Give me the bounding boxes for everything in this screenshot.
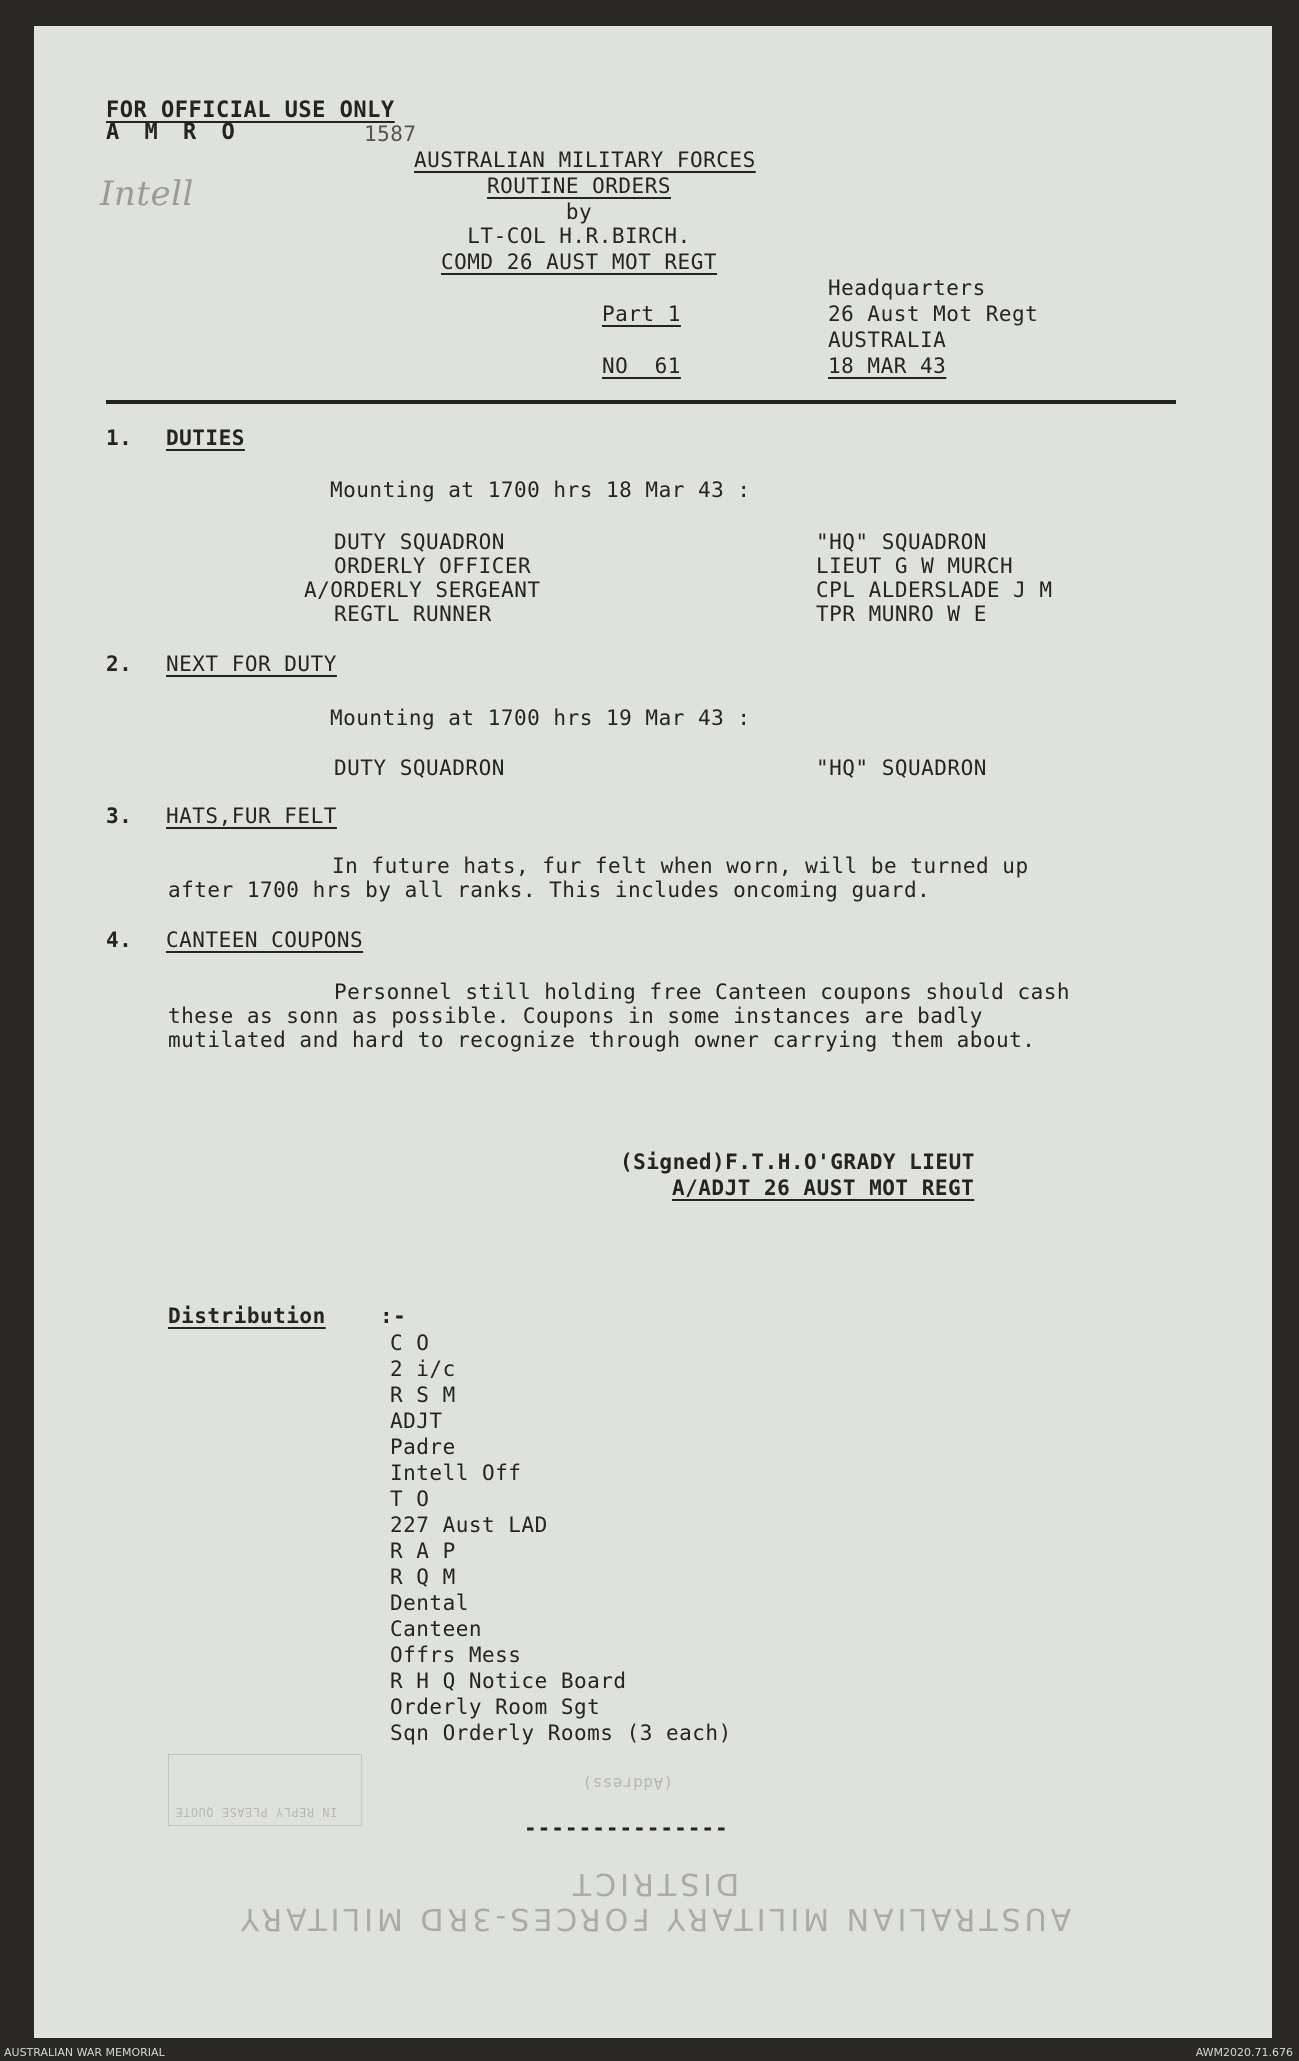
footer-right: AWM2020.71.676: [1195, 2046, 1293, 2059]
section-3-line-1: In future hats, fur felt when worn, will be turned up: [332, 854, 1029, 878]
duty-role-1: DUTY SQUADRON: [334, 530, 505, 554]
section-2-title: NEXT FOR DUTY: [166, 652, 337, 676]
issue-date: 18 MAR 43: [828, 354, 947, 378]
show-through-box: [168, 1754, 362, 1826]
list-item: Offrs Mess: [390, 1643, 522, 1667]
document-page: [34, 26, 1272, 2038]
list-item: 227 Aust LAD: [390, 1513, 548, 1537]
next-duty-assigned: "HQ" SQUADRON: [816, 756, 987, 780]
reference-code: A M R O: [106, 120, 241, 145]
duty-assigned-4: TPR MUNRO W E: [816, 602, 987, 626]
show-through-heading: AUSTRALIAN MILITARY FORCES-3RD MILITARY DISTRICT: [236, 1866, 1072, 1936]
section-4-line-1: Personnel still holding free Canteen coupons should cash: [334, 980, 1071, 1004]
list-item: Sqn Orderly Rooms (3 each): [390, 1721, 732, 1745]
footer-left: AUSTRALIAN WAR MEMORIAL: [4, 2046, 165, 2059]
list-item: 2 i/c: [390, 1357, 456, 1381]
header-divider: [106, 400, 1176, 404]
list-item: C O: [390, 1331, 430, 1355]
list-item: R S M: [390, 1383, 456, 1407]
duty-role-4: REGTL RUNNER: [334, 602, 492, 626]
section-4-line-3: mutilated and hard to recognize through owner carrying them about.: [168, 1028, 1036, 1052]
section-2-mounting: Mounting at 1700 hrs 19 Mar 43 :: [330, 706, 751, 730]
title-line-2: ROUTINE ORDERS: [486, 174, 671, 198]
part-label: Part 1: [602, 302, 681, 326]
list-item: R A P: [390, 1539, 456, 1563]
distribution-list: [390, 1330, 732, 1746]
duty-assigned-3: CPL ALDERSLADE J M: [816, 578, 1053, 602]
next-duty-role: DUTY SQUADRON: [334, 756, 505, 780]
list-item: ADJT: [390, 1409, 443, 1433]
title-line-5: COMD 26 AUST MOT REGT: [440, 250, 717, 274]
title-line-1: AUSTRALIAN MILITARY FORCES: [414, 148, 756, 172]
distribution-label: Distribution: [168, 1304, 326, 1328]
signature-line-1: (Signed)F.T.H.O'GRADY LIEUT: [620, 1150, 975, 1174]
list-item: Padre: [390, 1435, 456, 1459]
duty-role-3: A/ORDERLY SERGEANT: [304, 578, 541, 602]
list-item: T O: [390, 1487, 430, 1511]
duty-assigned-2: LIEUT G W MURCH: [816, 554, 1014, 578]
title-line-4: LT-COL H.R.BIRCH.: [467, 224, 691, 248]
section-1-number: 1.: [106, 426, 133, 450]
section-1-title: DUTIES: [166, 426, 245, 450]
reference-number: 1587: [364, 122, 417, 146]
list-item: R Q M: [390, 1565, 456, 1589]
signature-line-2: A/ADJT 26 AUST MOT REGT: [672, 1176, 975, 1200]
section-4-number: 4.: [106, 928, 133, 952]
list-item: Canteen: [390, 1617, 483, 1641]
section-3-title: HATS,FUR FELT: [166, 804, 337, 828]
section-2-number: 2.: [106, 652, 133, 676]
distribution-separator: :-: [380, 1304, 407, 1328]
show-through-address: (Address): [582, 1774, 674, 1793]
handwritten-note: Intell: [100, 174, 194, 214]
list-item: Intell Off: [390, 1461, 522, 1485]
section-4-line-2: these as sonn as possible. Coupons in some instances are badly: [168, 1004, 983, 1028]
list-item: Orderly Room Sgt: [390, 1695, 601, 1719]
hq-line-2: 26 Aust Mot Regt: [828, 302, 1039, 326]
hq-line-3: AUSTRALIA: [828, 328, 947, 352]
title-line-3: by: [565, 200, 593, 224]
duty-assigned-1: "HQ" SQUADRON: [816, 530, 987, 554]
end-mark: ---------------: [524, 1816, 729, 1840]
section-1-mounting: Mounting at 1700 hrs 18 Mar 43 :: [330, 478, 751, 502]
hq-line-1: Headquarters: [828, 276, 986, 300]
section-3-number: 3.: [106, 804, 133, 828]
show-through-box-text: IN REPLY PLEASE QUOTE: [175, 1805, 338, 1819]
list-item: R H Q Notice Board: [390, 1669, 627, 1693]
order-number: NO 61: [602, 354, 681, 378]
list-item: Dental: [390, 1591, 469, 1615]
section-4-title: CANTEEN COUPONS: [166, 928, 364, 952]
classification-label: FOR OFFICIAL USE ONLY: [106, 98, 395, 123]
duty-role-2: ORDERLY OFFICER: [334, 554, 532, 578]
section-3-line-2: after 1700 hrs by all ranks. This includes oncoming guard.: [168, 878, 931, 902]
